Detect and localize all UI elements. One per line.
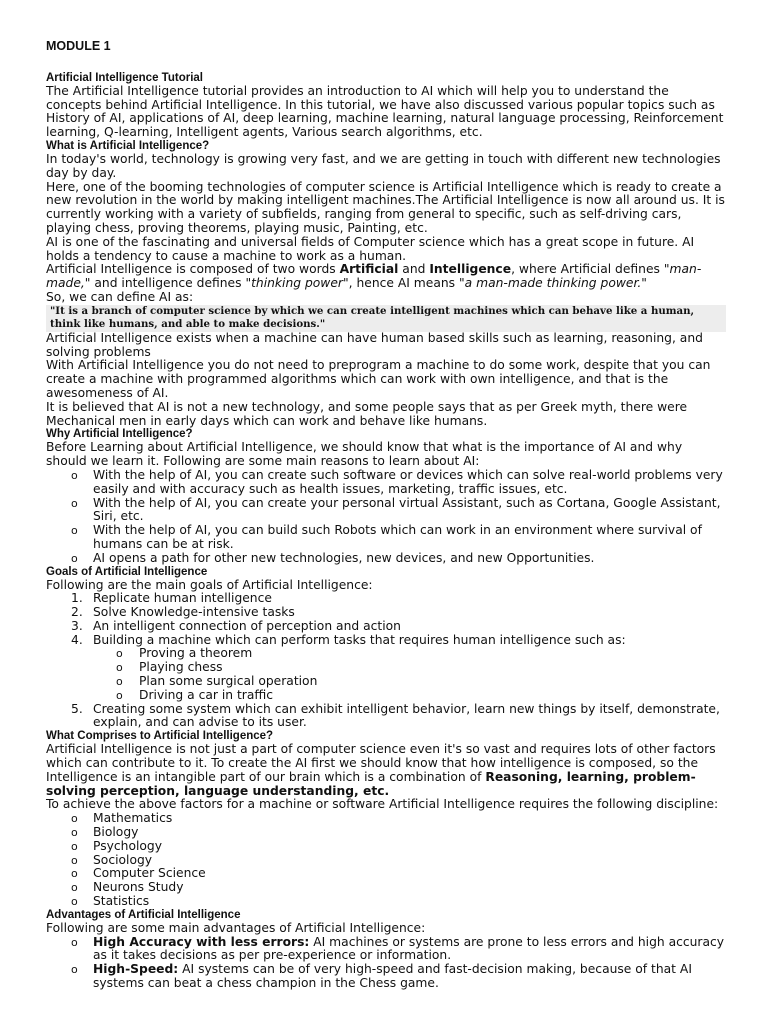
advantages-list (46, 936, 726, 991)
list-number: 4. (71, 632, 83, 647)
list-item: o Mathematics (46, 812, 726, 826)
what-is-paragraph-2: Here, one of the booming technologies of computer science is Artificial Intelligence which is ready to create a new revolution in the world by making intelligent machines.The Artificial Intelligence is now all around us. It is currently working with a variety of subfields, ranging from general to specific, such as self-driving cars, playing chess, proving theorems, playing music, Painting, etc. (46, 179, 725, 235)
comprises-heading: What Comprises to Artificial Intelligence? (46, 730, 274, 743)
list-item: o Playing chess (46, 661, 726, 675)
document-page (46, 40, 726, 991)
list-item (46, 606, 726, 620)
list-item: o Psychology (46, 840, 726, 854)
list-item: o Biology (46, 826, 726, 840)
list-item (46, 620, 726, 634)
what-is-heading: What is Artificial Intelligence? (46, 139, 210, 152)
advantage-title: High-Speed: (93, 962, 179, 977)
list-item: o Sociology (46, 854, 726, 868)
list-item: o With the help of AI, you can create your personal virtual Assistant, such as Cortana, Google Assistant, Siri, etc. (46, 497, 726, 525)
text-run: Artificial Intelligence is not just a part of computer science even it's so vast and requires lots of other factors which can contribute to it. To create the AI first we should know that how intelligence is composed, so the Intelligence is an intangible part of our brain which is a combination of (46, 742, 716, 784)
advantage-text: AI machines or systems are prone to less errors and high accuracy as it takes decisions as per pre-experience or information. (93, 934, 725, 963)
goals-list (46, 592, 726, 647)
tutorial-heading: Artificial Intelligence Tutorial (46, 71, 203, 84)
intelligence-components: Reasoning, learning, problem-solving perception, language understanding, etc. (46, 769, 696, 798)
list-item: o With the help of AI, you can build such Robots which can work in an environment where survival of humans can be at risk. (46, 524, 726, 552)
list-item (46, 936, 726, 964)
module-title: MODULE 1 (46, 39, 111, 53)
why-heading: Why Artificial Intelligence? (46, 428, 193, 441)
what-is-paragraph-6: Artificial Intelligence exists when a machine can have human based skills such as learning, reasoning, and solving problems (46, 330, 703, 359)
definition-ai: "a man-made thinking power." (459, 276, 647, 291)
advantage-text: AI systems can be of very high-speed and fast-decision making, because of that AI systems can beat a chess champion in the Chess game. (93, 962, 692, 991)
list-number: 5. (71, 701, 83, 716)
why-intro: Before Learning about Artificial Intelligence, we should know that what is the importance of AI and why should we learn it. Following are some main reasons to learn about AI: (46, 440, 683, 469)
advantage-title: High Accuracy with less errors: (93, 934, 310, 949)
why-list (46, 469, 726, 566)
list-item: o Driving a car in traffic (46, 689, 726, 703)
list-item: o With the help of AI, you can create such software or devices which can solve real-world problems very easily and with accuracy such as health issues, marketing, traffic issues, etc. (46, 469, 726, 497)
disciplines-list (46, 812, 726, 909)
list-item: o AI opens a path for other new technologies, new devices, and new Opportunities. (46, 552, 726, 566)
what-is-paragraph-4 (46, 263, 726, 291)
list-item-text: Building a machine which can perform tasks that requires human intelligence such as: (93, 632, 626, 647)
term-intelligence: Intelligence (429, 262, 512, 277)
text-run: and (398, 262, 430, 277)
ai-definition-quote: "It is a branch of computer science by which we can create intelligent machines which can behave like a human, think like humans, and able to make decisions." (46, 305, 726, 332)
what-is-paragraph-7: With Artificial Intelligence you do not need to preprogram a machine to do some work, despite that you can create a machine with programmed algorithms which can work with own intelligence, and that is the awesomeness of AI. (46, 358, 711, 400)
goals-intro: Following are the main goals of Artificial Intelligence: (46, 577, 373, 592)
text-run: and intelligence defines (90, 276, 246, 291)
goals-heading: Goals of Artificial Intelligence (46, 565, 208, 578)
advantages-intro: Following are some main advantages of Artificial Intelligence: (46, 920, 426, 935)
list-item (46, 634, 726, 648)
tutorial-paragraph: The Artificial Intelligence tutorial provides an introduction to AI which will help you to understand the concepts behind Artificial Intelligence. In this tutorial, we have also discussed various popular topics such as History of AI, applications of AI, deep learning, machine learning, natural language processing, Reinforcement learning, Q-learning, Intelligent agents, Various search algorithms, etc. (46, 83, 724, 140)
what-is-paragraph-5: So, we can define AI as: (46, 289, 194, 304)
definition-thinking-power: "thinking power" (245, 276, 349, 291)
text-run: Artificial Intelligence is composed of two words (46, 262, 340, 277)
list-item-text: An intelligent connection of perception and action (93, 618, 401, 633)
definition-man-made: "man-made," (46, 262, 702, 291)
list-item: o Statistics (46, 895, 726, 909)
text-run: , where Artificial defines (511, 262, 664, 277)
list-number: 1. (71, 591, 83, 606)
list-number: 2. (71, 605, 83, 620)
list-item: o Plan some surgical operation (46, 675, 726, 689)
comprises-paragraph-2: To achieve the above factors for a machine or software Artificial Intelligence requires the following discipline: (46, 797, 719, 812)
list-item: o Proving a theorem (46, 647, 726, 661)
list-item (46, 963, 726, 991)
what-is-paragraph-3: AI is one of the fascinating and universal fields of Computer science which has a great scope in future. AI holds a tendency to cause a machine to work as a human. (46, 234, 695, 263)
list-item-text: Solve Knowledge-intensive tasks (93, 605, 295, 620)
goals-sublist (46, 647, 726, 702)
advantages-heading: Advantages of Artificial Intelligence (46, 908, 241, 921)
list-item (46, 703, 726, 731)
what-is-paragraph-1: In today's world, technology is growing very fast, and we are getting in touch with different new technologies day by day. (46, 151, 721, 180)
comprises-paragraph-1 (46, 743, 726, 798)
list-item-text: Creating some system which can exhibit intelligent behavior, learn new things by itself, demonstrate, explain, and can advise to its user. (93, 701, 720, 730)
list-item (46, 592, 726, 606)
list-item: o Neurons Study (46, 881, 726, 895)
list-number: 3. (71, 618, 83, 633)
goals-list-continued (46, 703, 726, 731)
list-item-text: Replicate human intelligence (93, 591, 272, 606)
text-run: , hence AI means (348, 276, 459, 291)
term-artificial: Artificial (339, 262, 399, 277)
list-item: o Computer Science (46, 867, 726, 881)
what-is-paragraph-8: It is believed that AI is not a new technology, and some people says that as per Greek myth, there were Mechanical men in early days which can work and behave like humans. (46, 399, 688, 428)
